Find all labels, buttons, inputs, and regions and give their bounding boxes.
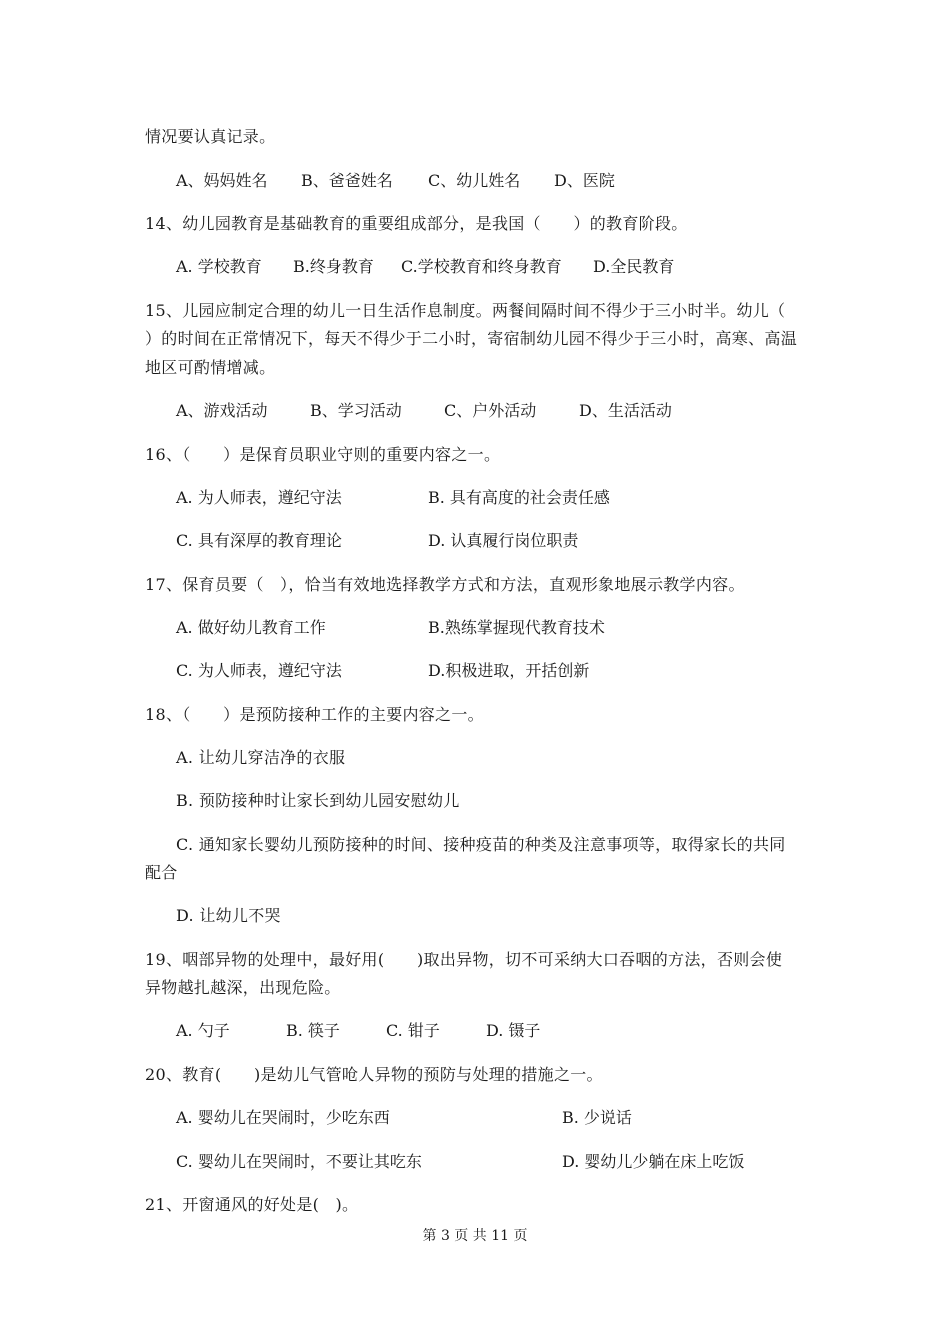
option-c: C、户外活动: [444, 401, 537, 420]
option-c: C. 钳子: [386, 1021, 440, 1040]
option-b: B.终身教育: [293, 257, 374, 276]
options-q15: [176, 400, 776, 422]
option-a: A. 勺子: [176, 1021, 230, 1040]
option-c-line-2: 配合: [145, 863, 178, 882]
option-b: B. 少说话: [562, 1108, 632, 1127]
options-q20-row1: [176, 1107, 796, 1129]
option-d: D. 镊子: [486, 1021, 541, 1040]
option-c-line-1: C. 通知家长婴幼儿预防接种的时间、接种疫苗的种类及注意事项等，取得家长的共同: [176, 835, 786, 854]
question-17: 17、保育员要（ ），恰当有效地选择教学方式和方法，直观形象地展示教学内容。: [145, 575, 745, 594]
options-q20-row2: [176, 1151, 796, 1173]
option-b: B、爸爸姓名: [301, 171, 393, 190]
option-c: C.学校教育和终身教育: [401, 257, 562, 276]
option-a: A. 婴幼儿在哭闹时，少吃东西: [176, 1108, 390, 1127]
page-footer: 第 3 页 共 11 页: [422, 1228, 528, 1244]
option-b: B. 具有高度的社会责任感: [428, 488, 610, 507]
options-q13: [176, 170, 776, 192]
option-b: B. 筷子: [286, 1021, 340, 1040]
question-15-line-3: 地区可酌情增减。: [145, 358, 276, 377]
option-a: A. 为人师表，遵纪守法: [176, 488, 342, 507]
option-a: A、妈妈姓名: [176, 171, 268, 190]
options-q17-row2: [176, 660, 776, 682]
option-d: D、医院: [554, 171, 615, 190]
option-c: C. 婴幼儿在哭闹时，不要让其吃东: [176, 1152, 422, 1171]
option-a: A. 学校教育: [176, 257, 262, 276]
option-a: A、游戏活动: [176, 401, 268, 420]
question-19-line-2: 异物越扎越深，出现危险。: [145, 978, 341, 997]
options-q16-row1: [176, 487, 776, 509]
options-q14: [176, 256, 776, 278]
option-b: B、学习活动: [310, 401, 402, 420]
question-20: 20、教育( )是幼儿气管呛人异物的预防与处理的措施之一。: [145, 1065, 603, 1084]
question-15-line-1: 15、儿园应制定合理的幼儿一日生活作息制度。两餐间隔时间不得少于三小时半。幼儿（: [145, 301, 786, 320]
option-a: A. 做好幼儿教育工作: [176, 618, 326, 637]
option-d: D. 让幼儿不哭: [176, 906, 281, 925]
question-19-line-1: 19、咽部异物的处理中，最好用( )取出异物，切不可采纳大口吞咽的方法，否则会使: [145, 950, 783, 969]
question-18: 18、（ ）是预防接种工作的主要内容之一。: [145, 705, 484, 724]
option-d: D. 认真履行岗位职责: [428, 531, 579, 550]
option-c: C、幼儿姓名: [428, 171, 521, 190]
option-c: C. 具有深厚的教育理论: [176, 531, 342, 550]
option-b: B.熟练掌握现代教育技术: [428, 618, 605, 637]
option-d: D.积极进取，开括创新: [428, 661, 590, 680]
option-d: D.全民教育: [593, 257, 675, 276]
question-21: 21、开窗通风的好处是( )。: [145, 1195, 359, 1214]
question-14: 14、幼儿园教育是基础教育的重要组成部分，是我国（ ）的教育阶段。: [145, 214, 688, 233]
text-line: 情况要认真记录。: [145, 127, 276, 146]
option-d: D. 婴幼儿少躺在床上吃饭: [562, 1152, 745, 1171]
option-d: D、生活活动: [579, 401, 672, 420]
question-16: 16、（ ）是保育员职业守则的重要内容之一。: [145, 445, 501, 464]
question-15-line-2: ）的时间在正常情况下，每天不得少于二小时，寄宿制幼儿园不得少于三小时，高寒、高温: [145, 329, 798, 348]
options-q16-row2: [176, 530, 776, 552]
option-b: B. 预防接种时让家长到幼儿园安慰幼儿: [176, 791, 460, 810]
options-q17-row1: [176, 617, 776, 639]
option-a: A. 让幼儿穿洁净的衣服: [176, 748, 346, 767]
options-q19: [176, 1020, 776, 1042]
option-c: C. 为人师表，遵纪守法: [176, 661, 342, 680]
